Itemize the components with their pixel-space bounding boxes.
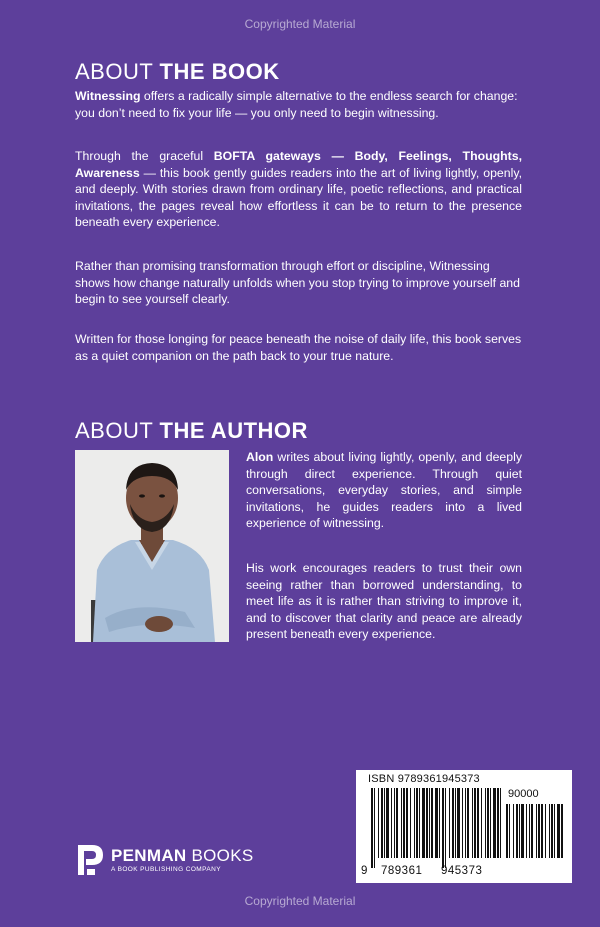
barcode-bar [457,788,460,858]
barcode-bar [378,788,379,858]
about-book-heading [75,59,280,85]
barcode-bar [401,788,402,858]
barcode-bar [445,788,446,868]
barcode-bar [442,788,444,868]
author-photo [75,450,229,642]
copyright-watermark-bottom: Copyrighted Material [244,894,356,908]
barcode-bar [529,804,530,858]
barcode-bar [477,788,479,858]
barcode-bar [439,788,440,858]
barcode-bar [506,804,508,858]
barcode-bar [500,788,501,858]
isbn-label: ISBN 9789361945373 [368,773,480,785]
barcode-bar [431,788,433,858]
book-paragraph-2-text-b: — this book gently guides readers into the art of living lightly, openly, and deeply. With stories drawn from ordinary life, poetic reflections, and practical invitations, the pages reveal how effortless it can be to return to the presence beneath every experience. [75,165,522,229]
publisher-name-bold: PENMAN [111,845,187,865]
barcode-bar [403,788,405,858]
barcode-bar [371,788,373,868]
barcode-bar [557,804,560,858]
about-author-heading [75,418,308,444]
publisher-tagline: A BOOK PUBLISHING COMPANY [111,865,221,873]
barcode-bar [472,788,473,858]
barcode-bar [384,788,385,858]
barcode-bar [414,788,415,858]
barcode-bars-addon [506,804,564,868]
book-title-bold: Witnessing [75,89,141,103]
barcode-bar [509,804,510,858]
barcode-bar [391,788,392,858]
barcode-digit-lead: 9 [361,865,368,877]
author-portrait-icon [75,450,229,642]
barcode-bar [474,788,476,858]
isbn-barcode [356,770,572,883]
publisher-logo [75,842,253,878]
barcode-digit-group-1: 789361 [381,865,423,877]
book-paragraph-4: Written for those longing for peace beneath the noise of daily life, this book serves as a quiet companion on the path back to your true nature. [75,332,522,363]
barcode-bar [485,788,486,858]
bofta-gateways-bold: BOFTA gateways — Body, Feelings, Thoughts, Awareness [75,149,522,180]
publisher-name [111,847,253,865]
author-paragraph-1 [246,449,522,532]
book-paragraph-2 [75,148,522,231]
price-code: 90000 [508,788,539,800]
barcode-bar [452,788,454,858]
about-book-heading-light: ABOUT [75,59,153,84]
barcode-bar [549,804,550,858]
penman-p-logo-icon [75,843,105,877]
author-paragraph-1-text: writes about living lightly, openly, and deeply through direct experience. Through quiet conversations, everyday stories, and simple invitations, he guides readers into a lived experience of witnessing. [246,450,522,530]
barcode-bar [455,788,456,858]
barcode-bar [394,788,395,858]
barcode-bar [531,804,533,858]
book-paragraph-3: Rather than promising transformation through effort or discipline, Witnessing shows how change naturally unfolds when you stop trying to improve yourself and begin to see yourself clearly. [75,259,520,306]
barcode-bar [561,804,563,858]
barcode-bar [538,804,540,858]
barcode-bar [422,788,425,858]
barcode-bar [497,788,499,858]
barcode-bar [536,804,537,858]
about-author-heading-light: ABOUT [75,418,153,443]
barcode-bar [554,804,555,858]
book-paragraph-2-text-a: Through the graceful [75,149,214,163]
barcode-bar [516,804,518,858]
barcode-bar [406,788,408,858]
barcode-bar [545,804,546,858]
author-name-bold: Alon [246,450,274,464]
book-paragraph-1 [75,88,522,121]
barcode-bar [551,804,553,858]
about-book-heading-bold: THE BOOK [159,59,280,84]
barcode-bars-main [371,788,501,868]
barcode-bar [381,788,383,858]
author-paragraph-2: His work encourages readers to trust their own seeing rather than borrowed understanding, to meet life as it is rather than striving to improve it, and to discover that clarity and peace are already present beneath every experience. [246,561,522,641]
barcode-bar [521,804,524,858]
barcode-bar [519,804,520,858]
barcode-bar [493,788,496,858]
barcode-bar [462,788,463,858]
barcode-bar [426,788,428,858]
barcode-bar [416,788,418,858]
barcode-bar [487,788,489,858]
about-author-heading-bold: THE AUTHOR [159,418,308,443]
barcode-bar [396,788,398,858]
barcode-bar [374,788,375,868]
barcode-digit-group-2: 945373 [441,865,483,877]
barcode-bar [386,788,389,858]
barcode-bar [490,788,491,858]
barcode-bar [449,788,450,858]
barcode-bar [419,788,420,858]
book-paragraph-1-text: offers a radically simple alternative to the endless search for change: you don’t need to fix your life — you only need to begin witnessing. [75,89,518,120]
barcode-bar [465,788,466,858]
copyright-watermark-top: Copyrighted Material [244,17,356,31]
barcode-bar [435,788,438,858]
barcode-bar [467,788,469,858]
publisher-name-light: BOOKS [191,845,254,865]
barcode-bar [410,788,411,858]
barcode-bar [429,788,430,858]
barcode-bar [541,804,543,858]
barcode-bar [526,804,527,858]
barcode-bar [513,804,514,858]
barcode-bar [481,788,482,858]
